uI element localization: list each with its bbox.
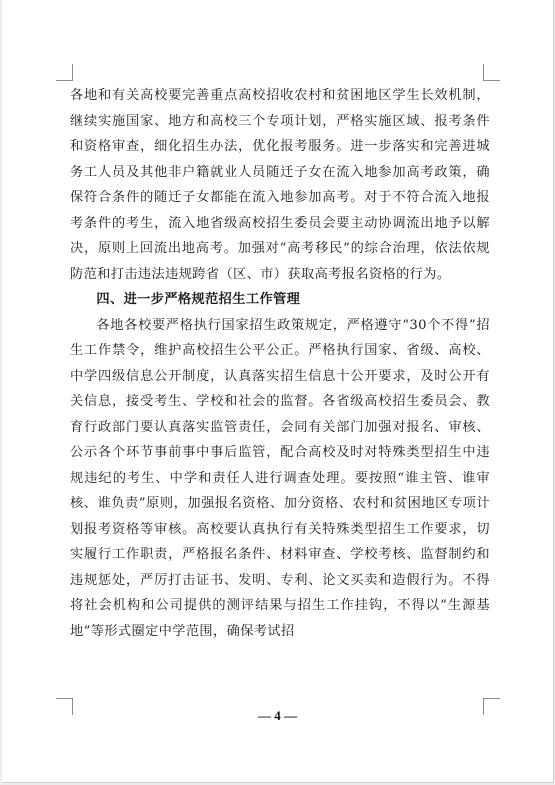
page-number: — 4 — [258, 708, 297, 723]
document-body [70, 83, 490, 644]
crop-mark-top-left [56, 64, 73, 81]
section-heading: 四、进一步严格规范招生工作管理 [96, 292, 301, 307]
document-page [2, 0, 554, 783]
paragraph-continuation: 各地和有关高校要完善重点高校招收农村和贫困地区学生长效机制，继续实施国家、地方和高校三个专项计划，严格实施区域、报考条件和资格审查，细化招生办法，优化报考服务。进一步落实和完善进城务工人员及其他非户籍就业人员随迁子女在流入地参加高考政策，确保符合条件的随迁子女都能在流入地参加高考。对于不符合流入地报考条件的考生，流入地省级高校招生委员会要主动协调流出地予以解决，原则上回流出地高考。加强对“高考移民”的综合治理，依法依规防范和打击违法违规跨省（区、市）获取高考报名资格的行为。 [70, 88, 490, 282]
paragraph-section-four: 各地各校要严格执行国家招生政策规定，严格遵守“30个不得”招生工作禁令，维护高校招生公平公正。严格执行国家、省级、高校、中学四级信息公开制度，认真落实招生信息十公开要求，及时公开有关信息，接受考生、学校和社会的监督。各省级高校招生委员会、教育行政部门要认真落实监管责任，会同有关部门加强对报名、审核、公示各个环节事前事中事后监管，配合高校及时对特殊类型招生中违规违纪的考生、中学和责任人进行调查处理。要按照“谁主管、谁审核、谁负责”原则，加强报名资格、加分资格、农村和贫困地区专项计划报考资格等审核。高校要认真执行有关特殊类型招生工作要求，切实履行工作职责，严格报名条件、材料审查、学校考核、监督制约和违规惩处，严厉打击证书、发明、专利、论文买卖和造假行为。不得将社会机构和公司提供的测评结果与招生工作挂钩，不得以“生源基地”等形式圈定中学范围，确保考试招 [70, 317, 490, 639]
crop-mark-top-right [483, 64, 500, 81]
